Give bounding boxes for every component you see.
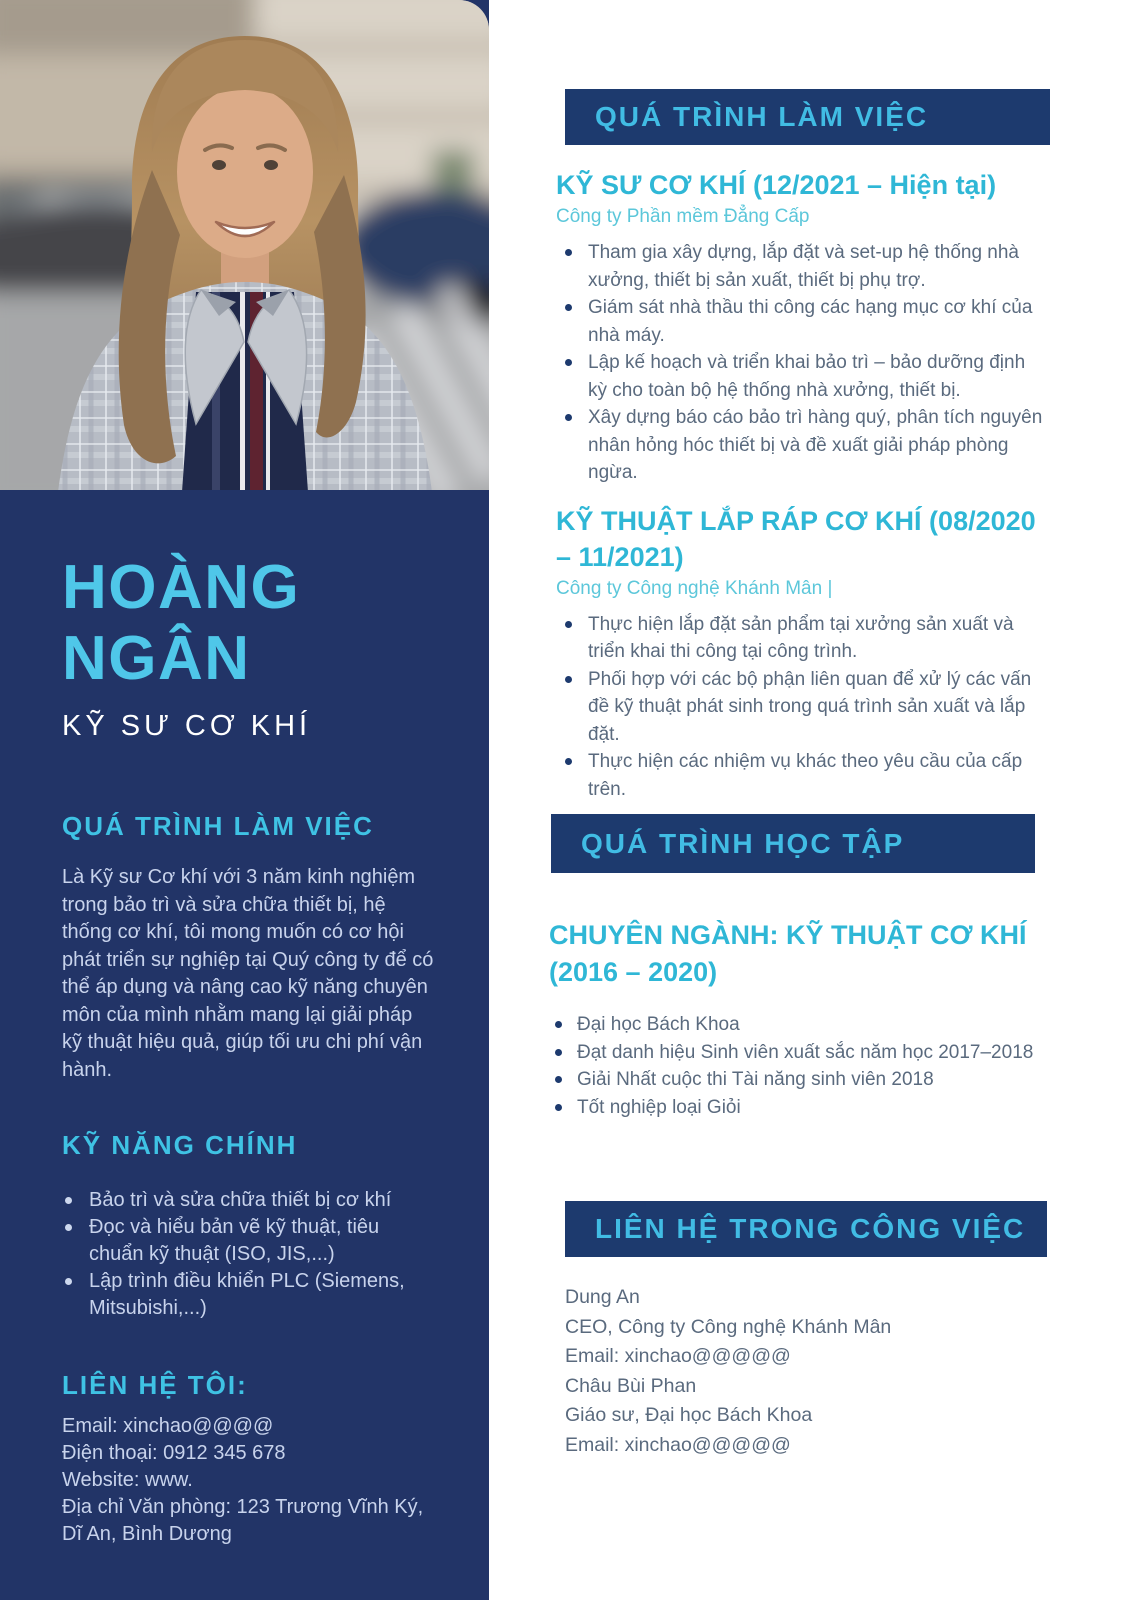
contact-email: Email: xinchao@@@@ [62, 1415, 274, 1437]
contact-phone: Điện thoại: 0912 345 678 [62, 1442, 286, 1464]
education-item: Giải Nhất cuộc thi Tài năng sinh viên 2018 [549, 1066, 1036, 1094]
job2-duty: Phối hợp với các bộ phận liên quan để xử lý các vấn đề kỹ thuật phát sinh trong quá trình sản xuất và lắp đặt. [556, 666, 1043, 749]
job1-duty: Tham gia xây dựng, lắp đặt và set-up hệ thống nhà xưởng, thiết bị sản xuất, thiết bị phụ trợ. [556, 239, 1043, 294]
job1-duty: Giám sát nhà thầu thi công các hạng mục cơ khí của nhà máy. [556, 294, 1043, 349]
job2-title: KỸ THUẬT LẮP RÁP CƠ KHÍ (08/2020 – 11/2021) [556, 505, 1036, 572]
education-item: Đại học Bách Khoa [549, 1011, 1036, 1039]
education-list [549, 1011, 1036, 1121]
skill-item: Lập trình điều khiển PLC (Siemens, Mitsubishi,...) [62, 1268, 437, 1322]
person-name-line2: NGÂN [62, 624, 251, 693]
person-job-title: KỸ SƯ CƠ KHÍ [62, 710, 312, 742]
sidebar-contact-heading: LIÊN HỆ TÔI: [62, 1370, 248, 1400]
skills-list [62, 1187, 437, 1322]
education-item: Đạt danh hiệu Sinh viên xuất sắc năm học 2017–2018 [549, 1039, 1036, 1067]
reference-name: Dung An [565, 1286, 640, 1308]
reference-name: Châu Bùi Phan [565, 1374, 697, 1397]
job1-duties-list [556, 239, 1043, 487]
skill-item: Bảo trì và sửa chữa thiết bị cơ khí [62, 1187, 437, 1214]
reference-email: Email: xinchao@@@@@ [565, 1345, 791, 1367]
reference-role: CEO, Công ty Công nghệ Khánh Mân [565, 1315, 892, 1338]
education-section [549, 814, 1049, 1121]
references-section [565, 1201, 1065, 1460]
job1-company: Công ty Phần mềm Đẳng Cấp [556, 206, 810, 227]
job1-duty: Lập kế hoạch và triển khai bảo trì – bảo dưỡng định kỳ cho toàn bộ hệ thống nhà xưởng, thiết bị. [556, 349, 1043, 404]
sidebar-skills-heading: KỸ NĂNG CHÍNH [62, 1130, 298, 1160]
experience-section [556, 89, 1056, 803]
contact-lines [62, 1413, 437, 1548]
person-name-line1: HOÀNG [62, 553, 301, 622]
contact-address: Địa chỉ Văn phòng: 123 Trương Vĩnh Ký, Dĩ An, Bình Dương [62, 1496, 424, 1545]
sidebar [0, 0, 489, 1600]
job1-title: KỸ SƯ CƠ KHÍ (12/2021 – Hiện tại) [556, 170, 997, 200]
person-name [62, 552, 437, 694]
education-item: Tốt nghiệp loại Giỏi [549, 1094, 1036, 1122]
job1-duty: Xây dựng báo cáo bảo trì hàng quý, phân tích nguyên nhân hỏng hóc thiết bị và đề xuất giải pháp phòng ngừa. [556, 404, 1043, 487]
reference-role: Giáo sư, Đại học Bách Khoa [565, 1404, 813, 1426]
job2-duty: Thực hiện lắp đặt sản phẩm tại xưởng sản xuất và triển khai thi công tại công trình. [556, 611, 1043, 666]
contact-website: Website: www. [62, 1469, 193, 1491]
job2-company: Công ty Công nghệ Khánh Mân | [556, 577, 833, 599]
education-section-heading: QUÁ TRÌNH HỌC TẬP [551, 814, 1035, 873]
sidebar-about-text: Là Kỹ sư Cơ khí với 3 năm kinh nghiệm trong bảo trì và sửa chữa thiết bị, hệ thống cơ khí, tôi mong muốn có cơ hội phát triển sự nghiệp tại Quý công ty để có thể áp dụng và nâng cao kỹ năng chuyên môn của mình nhằm mang lại giải pháp kỹ thuật hiệu quả, giúp tối ưu chi phí vận hành. [62, 866, 434, 1081]
education-major: CHUYÊN NGÀNH: KỸ THUẬT CƠ KHÍ (2016 – 2020) [549, 920, 1027, 987]
profile-photo [0, 0, 489, 490]
profile-photo-illustration [0, 0, 489, 490]
skill-item: Đọc và hiểu bản vẽ kỹ thuật, tiêu chuẩn kỹ thuật (ISO, JIS,...) [62, 1214, 437, 1268]
sidebar-about-heading: QUÁ TRÌNH LÀM VIỆC [62, 811, 374, 841]
job2-duty: Thực hiện các nhiệm vụ khác theo yêu cầu của cấp trên. [556, 748, 1043, 803]
sidebar-content [0, 490, 489, 1548]
reference-email: Email: xinchao@@@@@ [565, 1433, 791, 1456]
references-lines [565, 1283, 1065, 1460]
job2-duties-list [556, 611, 1043, 804]
experience-section-heading: QUÁ TRÌNH LÀM VIỆC [565, 89, 1050, 145]
references-section-heading: LIÊN HỆ TRONG CÔNG VIỆC [565, 1201, 1047, 1257]
